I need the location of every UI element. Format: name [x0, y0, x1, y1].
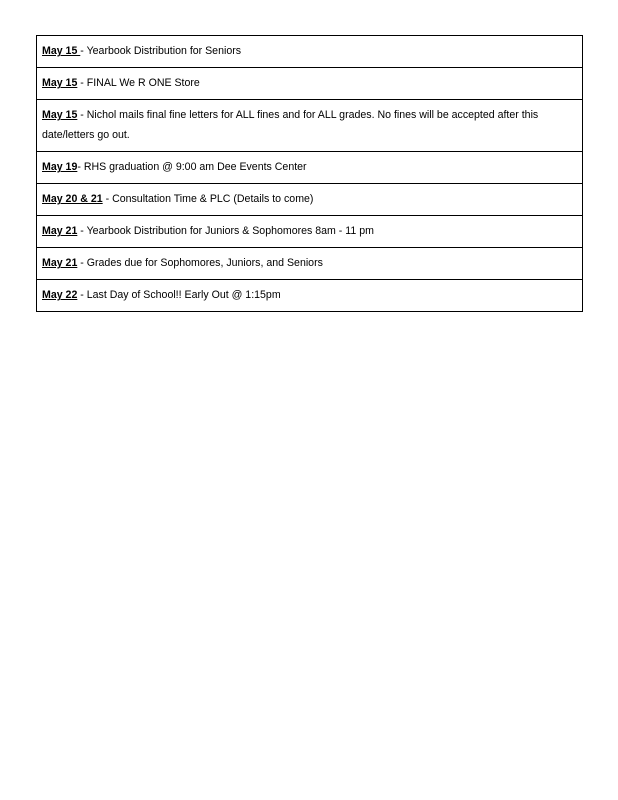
entry-separator: - [77, 225, 87, 237]
entry-separator: - [77, 77, 87, 89]
entry-date: May 19 [42, 161, 78, 173]
schedule-entry [37, 68, 583, 100]
table-row [37, 280, 583, 312]
entry-separator: - [77, 289, 87, 301]
table-row [37, 100, 583, 152]
table-row [37, 248, 583, 280]
table-row [37, 68, 583, 100]
schedule-entry [37, 36, 583, 68]
entry-date: May 20 & 21 [42, 193, 103, 205]
entry-description: Yearbook Distribution for Juniors & Sophomores 8am - 11 pm [86, 225, 374, 237]
schedule-entry [37, 184, 583, 216]
table-row [37, 36, 583, 68]
entry-date: May 15 [42, 45, 81, 57]
entry-description: Grades due for Sophomores, Juniors, and Seniors [86, 257, 323, 269]
table-row [37, 152, 583, 184]
entry-date: May 15 [42, 109, 78, 121]
entry-separator: - [80, 45, 87, 57]
schedule-entry [37, 216, 583, 248]
entry-date: May 21 [42, 225, 78, 237]
schedule-entry [37, 280, 583, 312]
entry-description: Nichol mails final fine letters for ALL fines and for ALL grades. No fines will be accepted after this date/letters go out. [42, 109, 539, 141]
entry-date: May 22 [42, 289, 78, 301]
entry-description: Last Day of School!! Early Out @ 1:15pm [86, 289, 281, 301]
entry-description: Yearbook Distribution for Seniors [86, 45, 242, 57]
entry-separator: - [77, 109, 87, 121]
schedule-entry [37, 248, 583, 280]
entry-separator: - [77, 257, 87, 269]
schedule-table [36, 35, 583, 312]
schedule-entry [37, 100, 583, 152]
entry-date: May 15 [42, 77, 78, 89]
entry-separator: - [77, 161, 84, 173]
entry-description: Consultation Time & PLC (Details to come) [112, 193, 314, 205]
table-row [37, 184, 583, 216]
entry-date: May 21 [42, 257, 78, 269]
schedule-entry [37, 152, 583, 184]
entry-description: FINAL We R ONE Store [86, 77, 200, 89]
entry-separator: - [102, 193, 113, 205]
table-row [37, 216, 583, 248]
entry-description: RHS graduation @ 9:00 am Dee Events Center [83, 161, 307, 173]
